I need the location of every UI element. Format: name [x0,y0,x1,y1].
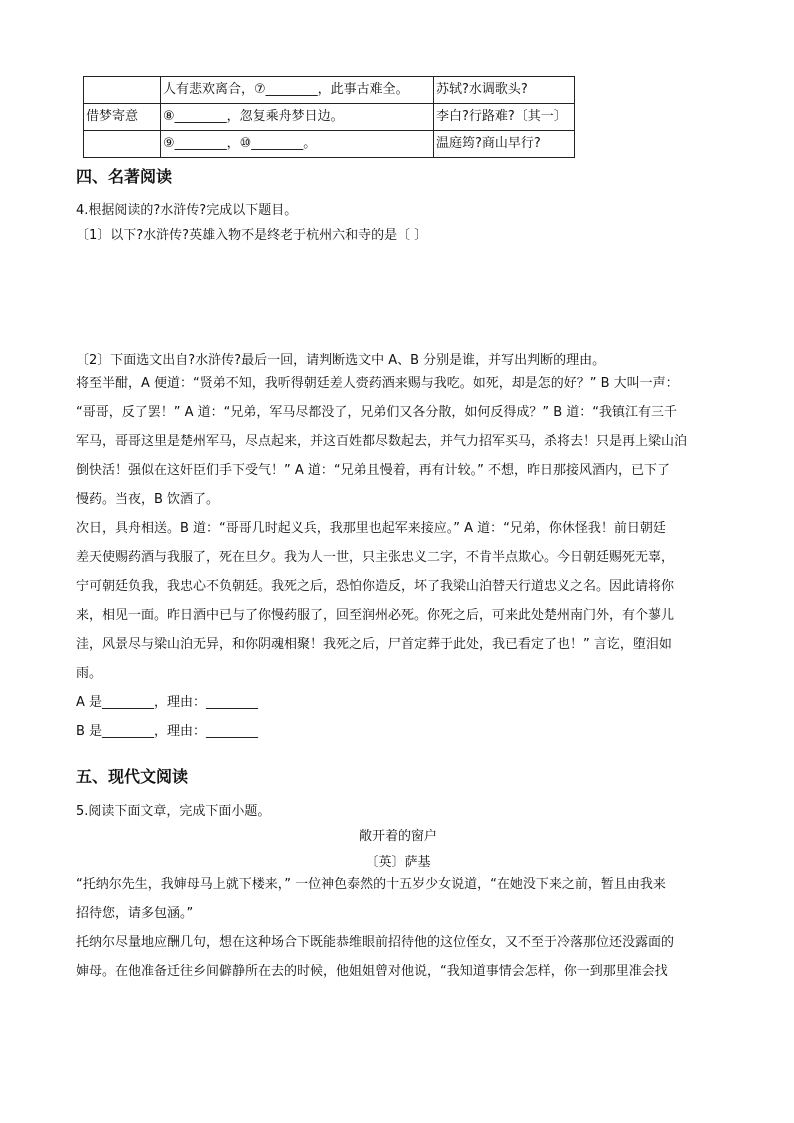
passage-line: 慢药。当夜，B 饮酒了。 [76,492,220,507]
question-1: 〔1〕以下?水浒传?英雄入物不是终老于杭州六和寺的是〔 〕 [76,228,428,243]
article-line: “托纳尔先生，我婶母马上就下楼来，” 一位神色泰然的十五岁少女说道，“在她没下来之前，暂且由我来 [76,877,666,892]
source-cell: 苏轼?水调歌头? [434,77,575,104]
question-2: 〔2〕下面选文出自?水浒传?最后一回，请判断选文中 A、B 分别是谁，并写出判断的理由。 [76,353,606,368]
passage [76,369,720,746]
poem-line-cell: ⑨________，⑩________。 [161,131,434,158]
article-author: 〔英〕萨基 [365,855,431,870]
passage-line: 倒快活！强似在这奸臣们手下受气！” A 道：“兄弟且慢着，再有计较。” 不想，昨日那接风酒内，已下了 [76,463,670,478]
source-cell: 李白?行路难?〔其一〕 [434,104,575,131]
section-heading: 五、现代文阅读 [76,767,189,786]
passage-line: 将至半酣，A 便道：“贤弟不知，我听得朝廷差人赍药酒来赐与我吃。如死，却是怎的好？” B 大叫一声： [76,376,679,391]
article-text [76,870,720,986]
passage-line: 洼，风景尽与梁山泊无异，和你阴魂相聚！我死之后，尸首定葬于此处，我已看定了也！” 言讫，堕泪如 [76,637,672,652]
question-intro: 4.根据阅读的?水浒传?完成以下题目。 [76,203,298,218]
article-title: 敞开着的窗户 [358,829,437,844]
poem-line-cell: 人有悲欢离合，⑦________，此事古难全。 [161,77,434,104]
passage-line: “哥哥，反了罢！” A 道：“兄弟，军马尽都没了，兄弟们又各分散，如何反得成？” B 道：“我镇江有三千 [76,405,678,420]
passage-line: 雨。 [76,666,103,681]
passage-line: 次日，具舟相送。B 道：“哥哥几时起义兵，我那里也起军来接应。” A 道：“兄弟，你休怪我！前日朝廷 [76,521,666,536]
passage-line: 来，相见一面。昨日酒中已与了你慢药服了，回至润州必死。你死之后，可来此处楚州南门外，有个蓼儿 [76,608,675,623]
poem-table [83,76,575,158]
theme-cell [84,77,161,104]
answer-line-a: A 是________，理由：________ [76,695,259,710]
article-line: 托纳尔尽量地应酬几句，想在这种场合下既能恭维眼前招待他的这位侄女，又不至于冷落那位还没露面的 [76,935,675,950]
table-row [84,131,575,158]
article-line: 招待您，请多包涵。” [76,906,194,921]
theme-cell: 借梦寄意 [84,104,161,131]
source-cell: 温庭筠?商山早行? [434,131,575,158]
theme-cell [84,131,161,158]
answer-line-b: B 是________，理由：________ [76,724,259,739]
passage-line: 宁可朝廷负我，我忠心不负朝廷。我死之后，恐怕你造反，坏了我梁山泊替天行道忠义之名。因此请将你 [76,579,675,594]
section-heading: 四、名著阅读 [76,167,173,186]
passage-line: 军马，哥哥这里是楚州军马，尽点起来，并这百姓都尽数起去，并气力招军买马，杀将去！只是再上梁山泊 [76,434,688,449]
question-intro: 5.阅读下面文章，完成下面小题。 [76,804,271,819]
article-line: 婶母。在他准备迁往乡间僻静所在去的时候，他姐姐曾对他说，“我知道事情会怎样，你一到那里准会找 [76,964,668,979]
table-row [84,77,575,104]
table-row [84,104,575,131]
poem-line-cell: ⑧________，忽复乘舟梦日边。 [161,104,434,131]
passage-line: 差天使赐药酒与我服了，死在旦夕。我为人一世，只主张忠义二字，不肯半点欺心。今日朝廷赐死无辜， [76,550,675,565]
